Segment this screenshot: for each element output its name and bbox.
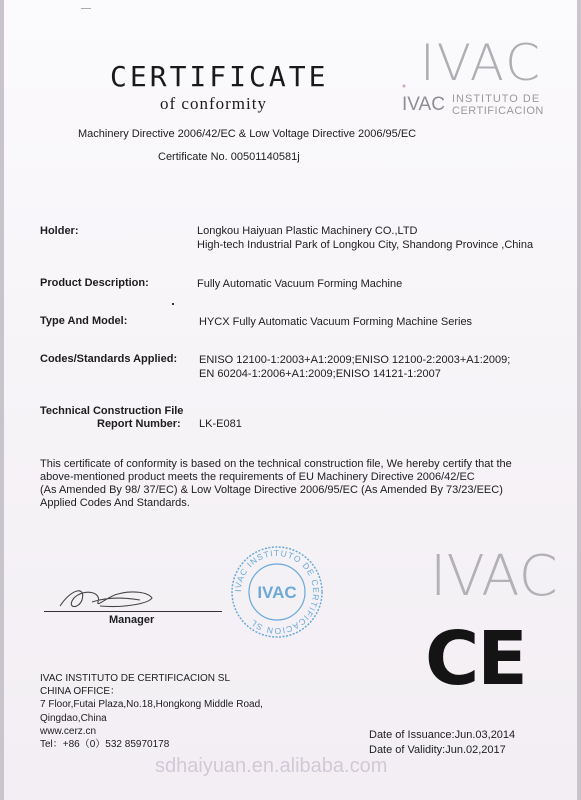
ivac-logo-mark: IVAC xyxy=(420,34,542,92)
stamp-ring-text: IVAC INSTITUTO DE CERTIFICACION SL xyxy=(232,547,322,637)
ce-mark-text: CE xyxy=(425,616,526,702)
dates-block xyxy=(369,728,515,758)
ivac-logo xyxy=(400,30,548,122)
issuance-date: Date of Issuance:Jun.03,2014 xyxy=(369,729,516,741)
certificate-title: CERTIFICATE xyxy=(110,60,329,93)
statement-line: above-mentioned product meets the requirements of EU Machinery Directive 2006/42/EC xyxy=(40,471,475,483)
ivac-logo-line2: CERTIFICACION xyxy=(452,105,544,117)
logo-dot xyxy=(403,85,406,88)
codes-line2: EN 60204-1:2006+A1:2009;ENISO 14121-1:2007 xyxy=(199,368,441,380)
lower-logo-text: IVAC xyxy=(430,544,558,609)
office-tel: Tel：+86（0）532 85970178 xyxy=(40,739,170,751)
signature-line xyxy=(44,611,222,612)
page-edge-left xyxy=(0,0,4,800)
report-number-value: LK-E081 xyxy=(199,418,242,430)
type-value: HYCX Fully Automatic Vacuum Forming Machine Series xyxy=(199,316,473,328)
manager-signature xyxy=(52,578,162,618)
product-label: Product Description: xyxy=(40,277,149,289)
certificate-number: Certificate No. 00501140581j xyxy=(158,151,300,163)
office-website: www.cerz.cn xyxy=(40,725,97,737)
report-number-label: Report Number: xyxy=(97,418,181,430)
scan-tick xyxy=(172,303,174,305)
directive-line: Machinery Directive 2006/42/EC & Low Voltage Directive 2006/95/EC xyxy=(78,128,417,140)
ivac-logo-mark-lower xyxy=(430,535,558,610)
holder-label: Holder: xyxy=(40,225,79,237)
codes-label: Codes/Standards Applied: xyxy=(40,353,178,365)
office-name: IVAC INSTITUTO DE CERTIFICACION SL xyxy=(40,673,231,684)
ce-mark xyxy=(425,616,526,702)
holder-name: Longkou Haiyuan Plastic Machinery CO.,LTD xyxy=(197,225,418,237)
conformity-statement xyxy=(40,458,540,510)
holder-address: High-tech Industrial Park of Longkou City, Shandong Province ,China xyxy=(197,239,534,251)
page-edge-right xyxy=(577,0,581,800)
scan-mark xyxy=(81,8,91,9)
ivac-logo-line1: INSTITUTO DE xyxy=(452,93,541,105)
office-label: CHINA OFFICE： xyxy=(40,686,121,698)
statement-line: Applied Codes And Standards. xyxy=(40,497,190,509)
codes-line1: ENISO 12100-1:2003+A1:2009;ENISO 12100-2:2003+A1:2009; xyxy=(199,354,511,366)
watermark: sdhaiyuan.en.alibaba.com xyxy=(155,755,388,777)
statement-line: (As Amended By 98/ 37/EC) & Low Voltage Directive 2006/95/EC (As Amended By 73/23/EEC) xyxy=(40,484,503,496)
office-address1: 7 Floor,Futai Plaza,No.18,Hongkong Middle Road, xyxy=(40,699,263,711)
office-block xyxy=(40,672,263,751)
tech-file-label: Technical Construction File xyxy=(40,405,184,417)
type-label: Type And Model: xyxy=(40,315,128,327)
office-address2: Qingdao,China xyxy=(40,712,107,724)
statement-line: This certificate of conformity is based on the technical construction file, We hereby certify that the xyxy=(40,458,512,470)
ivac-stamp xyxy=(230,545,324,639)
ivac-logo-brand: IVAC xyxy=(402,94,445,115)
validity-date: Date of Validity:Jun.02,2017 xyxy=(369,744,506,756)
product-value: Fully Automatic Vacuum Forming Machine xyxy=(197,278,403,290)
certificate-subtitle: of conformity xyxy=(160,94,267,113)
stamp-center-text: IVAC xyxy=(257,583,297,602)
manager-label: Manager xyxy=(109,614,155,626)
